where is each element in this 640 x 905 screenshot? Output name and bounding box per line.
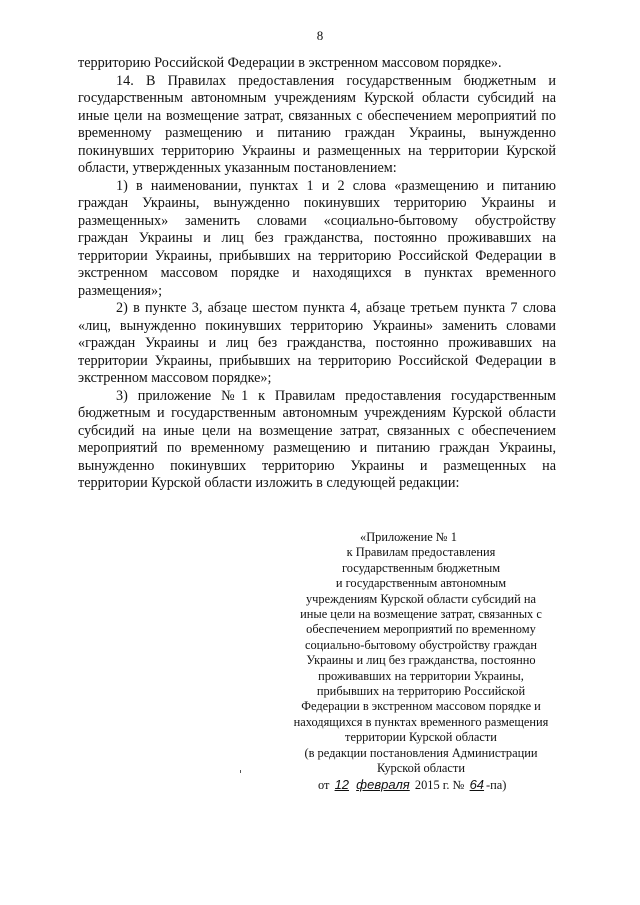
document-body	[78, 55, 556, 493]
scan-mark	[240, 770, 241, 773]
number-suffix: -па)	[486, 777, 507, 792]
appendix-line: «Приложение № 1	[360, 530, 457, 544]
date-day: 12	[334, 776, 350, 792]
appendix-line: обеспечением мероприятий по временному	[306, 622, 536, 637]
appendix-line: прибывших на территорию Российской	[316, 684, 526, 699]
paragraph-subitem-1: 1) в наименовании, пунктах 1 и 2 слова «размещению и питанию граждан Украины, вынужденно покинувших территорию Украины и размещенных» заменить словами «социально-бытовому обустройству граждан Украины и лиц без гражданства, постоянно проживавших на территории Украины, прибывших на территорию Российской Федерации в экстренном массовом порядке и находящихся в пунктах временного размещения»;	[78, 177, 556, 299]
paragraph-subitem-3: 3) приложение №1 к Правилам предоставления государственным бюджетным и государственным автономным учреждениям Курской области субсидий на иные цели на возмещение затрат, связанных с обеспечением мероприятий по временному размещению и питанию граждан Украины, вынужденно покинувших территорию Украины и размещенных на территории Курской области изложить в следующей редакции:	[78, 387, 556, 491]
appendix-line: государственным бюджетным	[341, 560, 501, 575]
date-prefix: от	[318, 777, 330, 792]
appendix-line: учреждениям Курской области субсидий на	[305, 591, 537, 606]
appendix-line: и государственным автономным	[335, 576, 507, 591]
appendix-line: Украины и лиц без гражданства, постоянно	[306, 653, 536, 668]
appendix-line: Федерации в экстренном массовом порядке и	[301, 699, 541, 714]
date-year: 2015 г. №	[414, 777, 465, 792]
paragraph-item-14: 14. В Правилах предоставления государственным бюджетным и государственным автономным учреждениям Курской области субсидий на иные цели на возмещение затрат, связанных с обеспечением мероприятий по временному размещению и питанию граждан Украины, вынужденно покинувших территорию Украины и размещенных на территории Курской области, утвержденных указанным постановлением:	[78, 72, 556, 176]
appendix-line: иные цели на возмещение затрат, связанных с	[300, 607, 542, 622]
appendix-line: социально-бытовому обустройству граждан	[304, 637, 537, 652]
appendix-date-line	[290, 777, 552, 793]
appendix-line: проживавших на территории Украины,	[318, 668, 524, 683]
paragraph-continuation: территорию Российской Федерации в экстренном массовом порядке».	[78, 55, 502, 71]
appendix-header	[290, 530, 552, 793]
paragraph-subitem-2: 2) в пункте 3, абзаце шестом пункта 4, абзаце третьем пункта 7 слова «лиц, вынужденно покинувших территорию Украины» заменить словами «граждан Украины и лиц без гражданства, постоянно проживавших на территории Украины, прибывших на территорию Российской Федерации в экстренном массовом порядке»;	[78, 300, 556, 386]
appendix-line: (в редакции постановления Администрации	[304, 745, 538, 760]
document-number: 64	[469, 776, 485, 792]
appendix-line: к Правилам предоставления	[346, 545, 496, 560]
page-number: 8	[316, 28, 324, 43]
date-month: февраля	[356, 776, 410, 792]
appendix-line: Курской области	[377, 761, 465, 776]
appendix-line: территории Курской области	[345, 730, 497, 745]
appendix-line: находящихся в пунктах временного размещения	[293, 714, 549, 729]
